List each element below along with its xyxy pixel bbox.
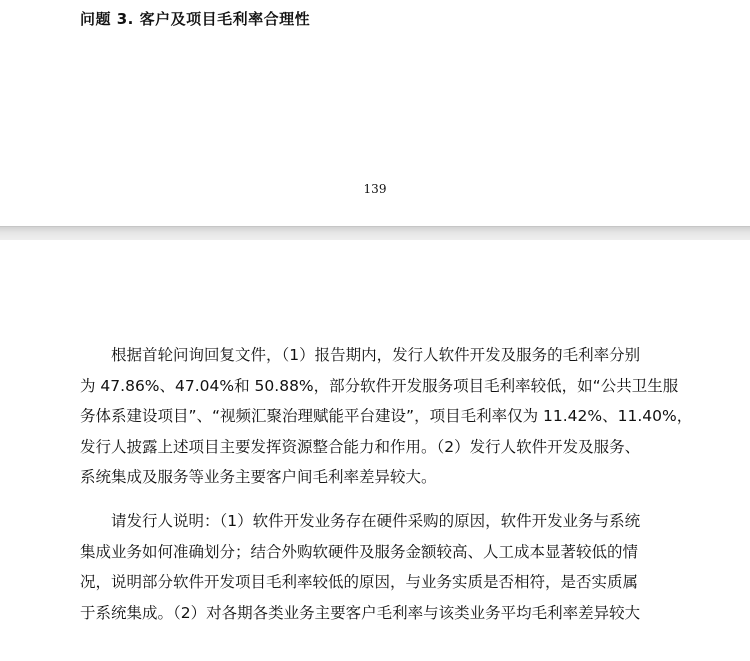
text-line: 系统集成及服务等业务主要客户间毛利率差异较大。 xyxy=(80,468,437,486)
text-line: 况，说明部分软件开发项目毛利率较低的原因，与业务实质是否相符，是否实质属 xyxy=(80,573,639,591)
text-line: 务体系建设项目”、“视频汇聚治理赋能平台建设”，项目毛利率仅为 11.42%、11.40%， xyxy=(80,407,693,425)
text-line: 请发行人说明：（1）软件开发业务存在硬件采购的原因，软件开发业务与系统 xyxy=(111,512,641,530)
text-line: 为 47.86%、47.04%和 50.88%，部分软件开发服务项目毛利率较低，如“公共卫生服 xyxy=(80,376,679,395)
paragraph-request xyxy=(80,506,700,628)
text-line: 于系统集成。（2）对各期各类业务主要客户毛利率与该类业务平均毛利率差异较大 xyxy=(80,603,641,622)
text-line: 发行人披露上述项目主要发挥资源整合能力和作用。（2）发行人软件开发及服务、 xyxy=(80,437,641,456)
text-line: 根据首轮问询回复文件，（1）报告期内，发行人软件开发及服务的毛利率分别 xyxy=(111,346,641,364)
previous-page xyxy=(0,0,750,226)
text-line: 集成业务如何准确划分；结合外购软硬件及服务金额较高、人工成本显著较低的情 xyxy=(80,542,639,561)
page-separator xyxy=(0,226,750,241)
page-number: 139 xyxy=(363,182,387,196)
paragraph-background xyxy=(80,340,700,493)
section-heading: 问题 3. 客户及项目毛利率合理性 xyxy=(80,10,311,28)
